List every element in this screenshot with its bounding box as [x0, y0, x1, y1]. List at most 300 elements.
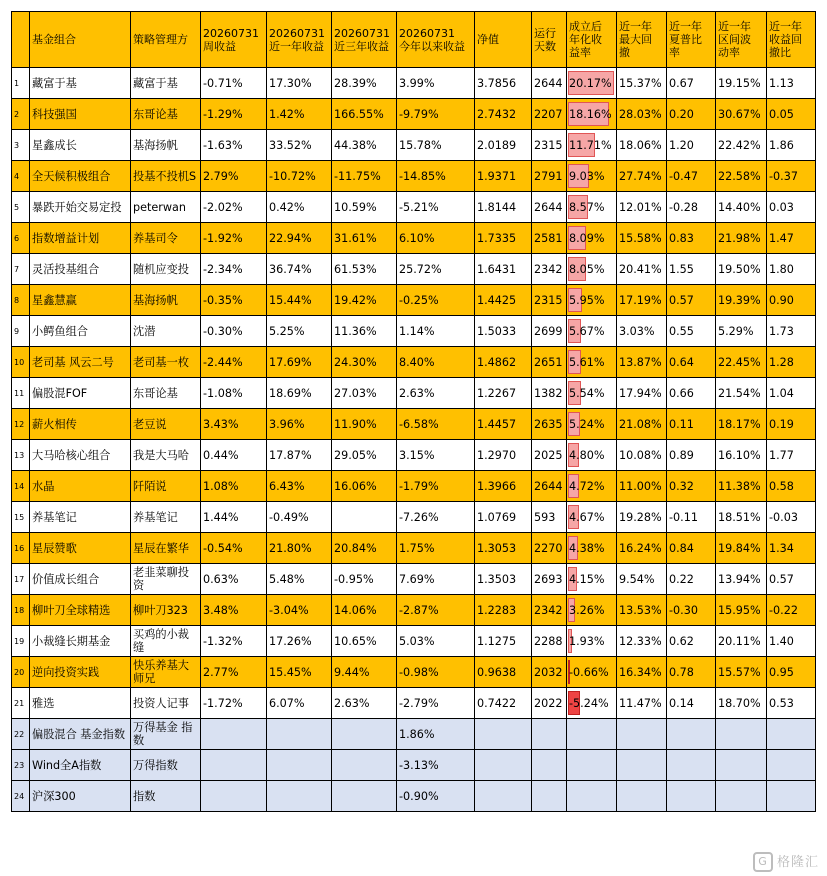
max-drawdown: 10.08%: [617, 440, 667, 471]
volatility: 16.10%: [716, 440, 767, 471]
row-number: 24: [12, 781, 30, 812]
annualized-return-text: 4.67%: [569, 510, 605, 524]
row-number: 8: [12, 285, 30, 316]
running-days: 2315: [532, 130, 567, 161]
one-year-return: 5.25%: [267, 316, 332, 347]
weekly-return: -2.34%: [201, 254, 267, 285]
manager-name: 万得指数: [131, 750, 201, 781]
three-year-return: -0.95%: [332, 564, 397, 595]
annualized-return: [567, 409, 617, 440]
annualized-return-text: 18.16%: [569, 107, 612, 121]
fund-name: 星鑫慧赢: [30, 285, 131, 316]
fund-name: 科技强国: [30, 99, 131, 130]
max-drawdown: 15.37%: [617, 68, 667, 99]
header-cell: 近一年 最大回 撤: [617, 12, 667, 68]
fund-name: 养基笔记: [30, 502, 131, 533]
ytd-return: -7.26%: [397, 502, 475, 533]
running-days: 593: [532, 502, 567, 533]
one-year-return: -0.49%: [267, 502, 332, 533]
volatility: 13.94%: [716, 564, 767, 595]
return-drawdown-ratio: [767, 750, 816, 781]
weekly-return: [201, 781, 267, 812]
fund-name: 星鑫成长: [30, 130, 131, 161]
annualized-return: [567, 750, 617, 781]
max-drawdown: 12.01%: [617, 192, 667, 223]
ytd-return: -6.58%: [397, 409, 475, 440]
fund-name: 星辰赞歌: [30, 533, 131, 564]
max-drawdown: [617, 750, 667, 781]
volatility: 22.58%: [716, 161, 767, 192]
running-days: 2699: [532, 316, 567, 347]
weekly-return: 1.44%: [201, 502, 267, 533]
row-number: 3: [12, 130, 30, 161]
max-drawdown: [617, 781, 667, 812]
three-year-return: 10.65%: [332, 626, 397, 657]
manager-name: 养基笔记: [131, 502, 201, 533]
three-year-return: 14.06%: [332, 595, 397, 626]
one-year-return: 5.48%: [267, 564, 332, 595]
running-days: 2207: [532, 99, 567, 130]
volatility: 21.98%: [716, 223, 767, 254]
return-drawdown-ratio: -0.03: [767, 502, 816, 533]
running-days: 2644: [532, 68, 567, 99]
header-cell: 基金组合: [30, 12, 131, 68]
row-number: 21: [12, 688, 30, 719]
one-year-return: 17.69%: [267, 347, 332, 378]
return-drawdown-ratio: 0.90: [767, 285, 816, 316]
three-year-return: 2.63%: [332, 688, 397, 719]
header-cell: 20260731 今年以来收益: [397, 12, 475, 68]
sharpe-ratio: 0.57: [667, 285, 716, 316]
return-drawdown-ratio: 1.40: [767, 626, 816, 657]
annualized-return-text: 20.17%: [569, 76, 612, 90]
table-row: [12, 533, 816, 564]
annualized-return: [567, 533, 617, 564]
header-cell: 20260731 周收益: [201, 12, 267, 68]
ytd-return: 1.75%: [397, 533, 475, 564]
three-year-return: [332, 781, 397, 812]
header-cell: 20260731 近一年收益: [267, 12, 332, 68]
annualized-return-text: -0.66%: [569, 665, 609, 679]
table-row: [12, 161, 816, 192]
brand-logo-icon: G: [753, 852, 773, 872]
one-year-return: -10.72%: [267, 161, 332, 192]
ytd-return: 1.14%: [397, 316, 475, 347]
ytd-return: -14.85%: [397, 161, 475, 192]
return-drawdown-ratio: [767, 781, 816, 812]
return-drawdown-ratio: 0.03: [767, 192, 816, 223]
weekly-return: -1.92%: [201, 223, 267, 254]
running-days: 2644: [532, 192, 567, 223]
return-drawdown-ratio: 1.13: [767, 68, 816, 99]
volatility: 15.95%: [716, 595, 767, 626]
sharpe-ratio: -0.28: [667, 192, 716, 223]
sharpe-ratio: -0.47: [667, 161, 716, 192]
sharpe-ratio: 0.89: [667, 440, 716, 471]
annualized-return-text: 8.09%: [569, 231, 605, 245]
weekly-return: 0.63%: [201, 564, 267, 595]
manager-name: peterwan: [131, 192, 201, 223]
annualized-return-text: 8.57%: [569, 200, 605, 214]
max-drawdown: [617, 719, 667, 750]
one-year-return: 18.69%: [267, 378, 332, 409]
return-drawdown-ratio: 0.57: [767, 564, 816, 595]
weekly-return: -1.29%: [201, 99, 267, 130]
fund-name: 薪火相传: [30, 409, 131, 440]
table-header: [12, 12, 816, 68]
manager-name: 养基司令: [131, 223, 201, 254]
manager-name: 沈潜: [131, 316, 201, 347]
max-drawdown: 17.94%: [617, 378, 667, 409]
nav-value: 0.7422: [475, 688, 532, 719]
manager-name: 东哥论基: [131, 378, 201, 409]
running-days: 2791: [532, 161, 567, 192]
row-number: 4: [12, 161, 30, 192]
return-drawdown-ratio: 0.95: [767, 657, 816, 688]
annualized-return-text: 5.67%: [569, 324, 605, 338]
max-drawdown: 3.03%: [617, 316, 667, 347]
row-number: 12: [12, 409, 30, 440]
volatility: 11.38%: [716, 471, 767, 502]
manager-name: 投资人记事: [131, 688, 201, 719]
running-days: [532, 750, 567, 781]
weekly-return: -1.72%: [201, 688, 267, 719]
volatility: 20.11%: [716, 626, 767, 657]
row-number: 5: [12, 192, 30, 223]
nav-value: 1.3503: [475, 564, 532, 595]
nav-value: 1.4425: [475, 285, 532, 316]
manager-name: 基海扬帆: [131, 285, 201, 316]
index-row: [12, 719, 816, 750]
table-row: [12, 99, 816, 130]
row-number: 13: [12, 440, 30, 471]
running-days: 2635: [532, 409, 567, 440]
table-row: [12, 192, 816, 223]
nav-value: [475, 719, 532, 750]
running-days: 2581: [532, 223, 567, 254]
three-year-return: 31.61%: [332, 223, 397, 254]
fund-name: 藏富于基: [30, 68, 131, 99]
annualized-return: [567, 564, 617, 595]
manager-name: 投基不投机S: [131, 161, 201, 192]
ytd-return: 15.78%: [397, 130, 475, 161]
header-cell: 运行 天数: [532, 12, 567, 68]
row-number: 7: [12, 254, 30, 285]
header-cell: 近一年 区间波 动率: [716, 12, 767, 68]
volatility: 19.39%: [716, 285, 767, 316]
max-drawdown: 27.74%: [617, 161, 667, 192]
one-year-return: [267, 750, 332, 781]
weekly-return: 2.79%: [201, 161, 267, 192]
nav-value: 1.4862: [475, 347, 532, 378]
manager-name: 星辰在繁华: [131, 533, 201, 564]
header-cell: 近一年 收益回 撤比: [767, 12, 816, 68]
return-drawdown-ratio: 1.73: [767, 316, 816, 347]
table-row: [12, 347, 816, 378]
sharpe-ratio: 0.11: [667, 409, 716, 440]
nav-value: 2.0189: [475, 130, 532, 161]
annualized-return-text: 4.80%: [569, 448, 605, 462]
one-year-return: 15.44%: [267, 285, 332, 316]
ytd-return: -9.79%: [397, 99, 475, 130]
return-drawdown-ratio: -0.37: [767, 161, 816, 192]
return-drawdown-ratio: 1.04: [767, 378, 816, 409]
weekly-return: -1.63%: [201, 130, 267, 161]
weekly-return: -0.54%: [201, 533, 267, 564]
running-days: 2342: [532, 254, 567, 285]
annualized-return: [567, 254, 617, 285]
max-drawdown: 17.19%: [617, 285, 667, 316]
sharpe-ratio: 0.62: [667, 626, 716, 657]
table-row: [12, 409, 816, 440]
ytd-return: -5.21%: [397, 192, 475, 223]
ytd-return: 3.99%: [397, 68, 475, 99]
row-number: 14: [12, 471, 30, 502]
ytd-return: 8.40%: [397, 347, 475, 378]
running-days: 2693: [532, 564, 567, 595]
weekly-return: 3.43%: [201, 409, 267, 440]
annualized-return-text: 5.24%: [569, 417, 605, 431]
ytd-return: -2.79%: [397, 688, 475, 719]
row-number: 1: [12, 68, 30, 99]
index-row: [12, 750, 816, 781]
annualized-return: [567, 626, 617, 657]
annualized-return: [567, 99, 617, 130]
running-days: 2025: [532, 440, 567, 471]
weekly-return: 2.77%: [201, 657, 267, 688]
running-days: 1382: [532, 378, 567, 409]
nav-value: [475, 750, 532, 781]
row-number: 11: [12, 378, 30, 409]
table-row: [12, 285, 816, 316]
three-year-return: [332, 719, 397, 750]
max-drawdown: 15.58%: [617, 223, 667, 254]
annualized-return-text: -5.24%: [569, 696, 609, 710]
three-year-return: [332, 502, 397, 533]
nav-value: 1.2267: [475, 378, 532, 409]
running-days: 2270: [532, 533, 567, 564]
annualized-return: [567, 440, 617, 471]
manager-name: 老韭菜聊投资: [131, 564, 201, 595]
annualized-return: [567, 130, 617, 161]
max-drawdown: 16.34%: [617, 657, 667, 688]
watermark-text: 格隆汇: [776, 854, 819, 870]
sharpe-ratio: 0.32: [667, 471, 716, 502]
three-year-return: 19.42%: [332, 285, 397, 316]
max-drawdown: 28.03%: [617, 99, 667, 130]
running-days: 2022: [532, 688, 567, 719]
manager-name: 指数: [131, 781, 201, 812]
row-number: 10: [12, 347, 30, 378]
table-row: [12, 564, 816, 595]
volatility: 18.70%: [716, 688, 767, 719]
table-row: [12, 223, 816, 254]
fund-name: 小裁缝长期基金: [30, 626, 131, 657]
return-drawdown-ratio: 1.34: [767, 533, 816, 564]
return-drawdown-ratio: 0.19: [767, 409, 816, 440]
table-row: [12, 440, 816, 471]
ytd-return: 5.03%: [397, 626, 475, 657]
manager-name: 基海扬帆: [131, 130, 201, 161]
sharpe-ratio: 0.14: [667, 688, 716, 719]
volatility: [716, 750, 767, 781]
nav-value: 1.5033: [475, 316, 532, 347]
sharpe-ratio: 1.20: [667, 130, 716, 161]
manager-name: 老司基一枚: [131, 347, 201, 378]
one-year-return: 0.42%: [267, 192, 332, 223]
sharpe-ratio: 0.64: [667, 347, 716, 378]
one-year-return: 21.80%: [267, 533, 332, 564]
nav-value: 0.9638: [475, 657, 532, 688]
annualized-return-text: 8.05%: [569, 262, 605, 276]
nav-value: 1.9371: [475, 161, 532, 192]
three-year-return: 9.44%: [332, 657, 397, 688]
ytd-return: 2.63%: [397, 378, 475, 409]
nav-value: 1.2970: [475, 440, 532, 471]
ytd-return: 7.69%: [397, 564, 475, 595]
annualized-return: [567, 719, 617, 750]
sharpe-ratio: [667, 781, 716, 812]
return-drawdown-ratio: 0.58: [767, 471, 816, 502]
table-row: [12, 626, 816, 657]
manager-name: 柳叶刀323: [131, 595, 201, 626]
annualized-return-text: 1.93%: [569, 634, 605, 648]
table-row: [12, 595, 816, 626]
nav-value: 1.6431: [475, 254, 532, 285]
annualized-return: [567, 347, 617, 378]
table-row: [12, 688, 816, 719]
sharpe-ratio: [667, 750, 716, 781]
weekly-return: -0.35%: [201, 285, 267, 316]
nav-value: 1.3053: [475, 533, 532, 564]
three-year-return: 61.53%: [332, 254, 397, 285]
one-year-return: 15.45%: [267, 657, 332, 688]
sharpe-ratio: 0.66: [667, 378, 716, 409]
manager-name: 藏富于基: [131, 68, 201, 99]
weekly-return: -2.44%: [201, 347, 267, 378]
volatility: 15.57%: [716, 657, 767, 688]
fund-name: 大马哈核心组合: [30, 440, 131, 471]
one-year-return: 33.52%: [267, 130, 332, 161]
manager-name: 我是大马哈: [131, 440, 201, 471]
table-row: [12, 502, 816, 533]
running-days: 2032: [532, 657, 567, 688]
three-year-return: 29.05%: [332, 440, 397, 471]
running-days: [532, 781, 567, 812]
weekly-return: [201, 750, 267, 781]
table-row: [12, 316, 816, 347]
fund-name: 老司基 风云二号: [30, 347, 131, 378]
fund-name: 指数增益计划: [30, 223, 131, 254]
ytd-return: -0.90%: [397, 781, 475, 812]
weekly-return: 0.44%: [201, 440, 267, 471]
return-drawdown-ratio: [767, 719, 816, 750]
row-number: 16: [12, 533, 30, 564]
one-year-return: 17.30%: [267, 68, 332, 99]
volatility: [716, 781, 767, 812]
annualized-return-text: 5.54%: [569, 386, 605, 400]
weekly-return: -0.30%: [201, 316, 267, 347]
nav-value: 1.1275: [475, 626, 532, 657]
return-drawdown-ratio: 1.80: [767, 254, 816, 285]
annualized-return-text: 5.61%: [569, 355, 605, 369]
fund-name: 全天候积极组合: [30, 161, 131, 192]
volatility: 19.84%: [716, 533, 767, 564]
fund-name: 水晶: [30, 471, 131, 502]
annualized-return-text: 4.72%: [569, 479, 605, 493]
annualized-return: [567, 285, 617, 316]
header-cell: 成立后 年化收 益率: [567, 12, 617, 68]
sharpe-ratio: -0.30: [667, 595, 716, 626]
fund-name: Wind全A指数: [30, 750, 131, 781]
three-year-return: 20.84%: [332, 533, 397, 564]
row-number: 23: [12, 750, 30, 781]
max-drawdown: 12.33%: [617, 626, 667, 657]
weekly-return: -1.32%: [201, 626, 267, 657]
fund-portfolio-table: [11, 11, 816, 812]
ytd-return: -0.98%: [397, 657, 475, 688]
running-days: [532, 719, 567, 750]
sharpe-ratio: 0.55: [667, 316, 716, 347]
row-number: 19: [12, 626, 30, 657]
volatility: 18.17%: [716, 409, 767, 440]
watermark: [753, 851, 819, 873]
three-year-return: 11.90%: [332, 409, 397, 440]
one-year-return: 6.07%: [267, 688, 332, 719]
weekly-return: 1.08%: [201, 471, 267, 502]
annualized-return: [567, 781, 617, 812]
row-number: 2: [12, 99, 30, 130]
max-drawdown: 9.54%: [617, 564, 667, 595]
annualized-return-text: 4.15%: [569, 572, 605, 586]
nav-value: 1.7335: [475, 223, 532, 254]
one-year-return: 22.94%: [267, 223, 332, 254]
manager-name: 快乐养基大师兄: [131, 657, 201, 688]
return-drawdown-ratio: -0.22: [767, 595, 816, 626]
three-year-return: 11.36%: [332, 316, 397, 347]
max-drawdown: 13.87%: [617, 347, 667, 378]
nav-value: 1.3966: [475, 471, 532, 502]
weekly-return: -1.08%: [201, 378, 267, 409]
three-year-return: 44.38%: [332, 130, 397, 161]
header-cell: [12, 12, 30, 68]
volatility: 19.50%: [716, 254, 767, 285]
annualized-return-text: 11.71%: [569, 138, 612, 152]
volatility: 5.29%: [716, 316, 767, 347]
row-number: 9: [12, 316, 30, 347]
manager-name: 老豆说: [131, 409, 201, 440]
header-cell: 策略管理方: [131, 12, 201, 68]
annualized-return: [567, 223, 617, 254]
volatility: 22.42%: [716, 130, 767, 161]
one-year-return: 17.87%: [267, 440, 332, 471]
table-row: [12, 130, 816, 161]
annualized-return-text: 5.95%: [569, 293, 605, 307]
manager-name: 东哥论基: [131, 99, 201, 130]
weekly-return: [201, 719, 267, 750]
ytd-return: 25.72%: [397, 254, 475, 285]
annualized-return-text: 3.26%: [569, 603, 605, 617]
sharpe-ratio: 0.67: [667, 68, 716, 99]
nav-value: [475, 781, 532, 812]
sharpe-ratio: -0.11: [667, 502, 716, 533]
annualized-return: [567, 471, 617, 502]
row-number: 22: [12, 719, 30, 750]
return-drawdown-ratio: 1.77: [767, 440, 816, 471]
manager-name: 万得基金 指数: [131, 719, 201, 750]
weekly-return: -0.71%: [201, 68, 267, 99]
three-year-return: 27.03%: [332, 378, 397, 409]
